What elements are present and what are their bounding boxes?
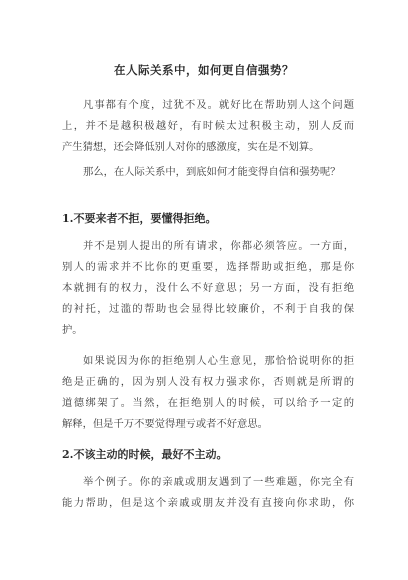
text-line: 能力帮助，但是这个亲戚或朋友并没有直接向你求助，你 <box>62 497 354 509</box>
text-line: 举个例子。你的亲戚或朋友遇到了一些难题，你完全有 <box>83 476 354 488</box>
text-line: 产生猜想，还会降低别人对你的感激度，实在是不划算。 <box>62 141 320 153</box>
text-line: 上，并不是越积极越好，有时候太过积极主动，别人反而 <box>62 120 354 132</box>
text-line: 并不是别人提出的所有请求，你都必须答应。一方面， <box>83 240 354 252</box>
text-line: 道德绑架了。当然，在拒绝别人的时候，可以给予一定的 <box>62 397 354 409</box>
text-line: 别人的需求并不比你的更重要，选择帮助或拒绝，那是你 <box>62 261 354 273</box>
section-1-heading: 1.不要来者不拒，要懂得拒绝。 <box>62 212 217 225</box>
text-line: 如果说因为你的拒绝别人心生意见，那恰恰说明你的拒 <box>83 355 354 367</box>
text-line: 那么，在人际关系中，到底如何才能变得自信和强势呢？ <box>83 166 341 178</box>
document-title: 在人际关系中，如何更自信强势？ <box>114 63 294 77</box>
section-1-paragraph-2 <box>62 351 354 435</box>
text-line: 凡事都有个度，过犹不及。就好比在帮助别人这个问题 <box>83 99 354 111</box>
text-line: 绝是正确的，因为别人没有权力强求你，否则就是所谓的 <box>62 376 354 388</box>
text-line: 护。 <box>62 324 83 336</box>
text-line: 本就拥有的权力，没什么不好意思；另一方面，没有拒绝 <box>62 282 354 294</box>
text-line: 的衬托，过滥的帮助也会显得比较廉价，不利于自我的保 <box>62 303 354 315</box>
intro-paragraph-1 <box>62 95 354 158</box>
section-1-paragraph-1 <box>62 236 354 341</box>
section-2-paragraph-1 <box>62 472 354 514</box>
section-2-heading: 2.不该主动的时候，最好不主动。 <box>62 448 228 461</box>
text-line: 解释，但是千万不要觉得理亏或者不好意思。 <box>62 418 268 430</box>
intro-paragraph-2 <box>62 162 354 183</box>
